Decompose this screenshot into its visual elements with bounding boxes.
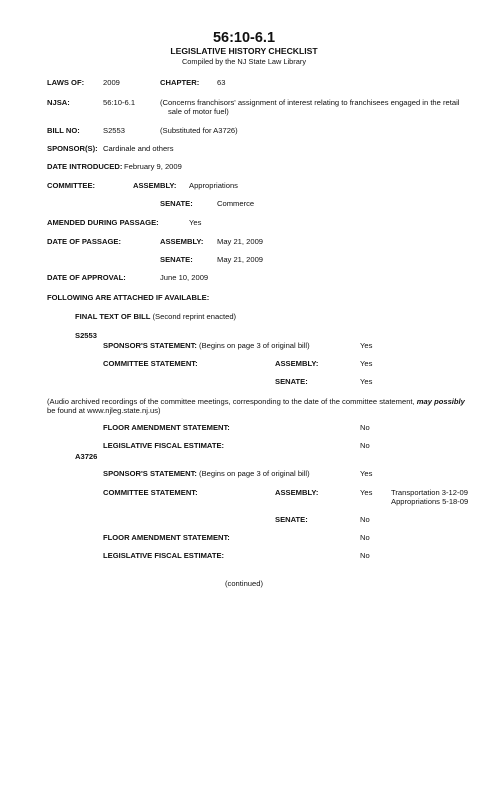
passage-senate-value: May 21, 2009 xyxy=(217,255,264,264)
a3726-sponsor-statement-label: SPONSOR'S STATEMENT: xyxy=(103,469,197,478)
a3726-committee-senate-value: No xyxy=(360,515,370,524)
s2553-floor-amendment-label: FLOOR AMENDMENT STATEMENT: xyxy=(103,423,230,432)
date-introduced-value: February 9, 2009 xyxy=(124,162,182,171)
s2553-sponsor-statement-value: Yes xyxy=(360,341,373,350)
passage-senate-label: SENATE: xyxy=(160,255,193,264)
a3726-fiscal-estimate-value: No xyxy=(360,551,370,560)
s2553-section-label: S2553 xyxy=(75,331,97,340)
a3726-sponsor-statement-note: (Begins on page 3 of original bill) xyxy=(199,469,310,478)
s2553-committee-senate-value: Yes xyxy=(360,377,373,386)
laws-of-label: LAWS OF: xyxy=(47,78,85,87)
committee-assembly-value: Appropriations xyxy=(189,181,238,190)
a3726-sponsor-statement-value: Yes xyxy=(360,469,373,478)
page-title: 56:10-6.1 xyxy=(212,30,276,46)
final-text-note: (Second reprint enacted) xyxy=(152,312,237,321)
bill-substitution-note: (Substituted for A3726) xyxy=(160,126,238,135)
njsa-label: NJSA: xyxy=(47,98,70,107)
committee-label: COMMITTEE: xyxy=(47,181,96,190)
a3726-section-label: A3726 xyxy=(75,452,98,461)
a3726-assembly-detail-1: Transportation 3-12-09 xyxy=(391,488,468,497)
attached-heading: FOLLOWING ARE ATTACHED IF AVAILABLE: xyxy=(47,293,210,302)
chapter-value: 63 xyxy=(217,78,226,87)
s2553-committee-statement-label: COMMITTEE STATEMENT: xyxy=(103,359,198,368)
a3726-fiscal-estimate-label: LEGISLATIVE FISCAL ESTIMATE: xyxy=(103,551,225,560)
s2553-fiscal-estimate-value: No xyxy=(360,441,370,450)
a3726-assembly-detail-2: Appropriations 5-18-09 xyxy=(391,497,469,506)
committee-senate-value: Commerce xyxy=(217,199,255,208)
a3726-committee-statement-label: COMMITTEE STATEMENT: xyxy=(103,488,198,497)
njsa-value: 56:10-6.1 xyxy=(103,98,136,107)
audio-note-text-1: (Audio archived recordings of the committee meetings, corresponding to the date of the committee statement, xyxy=(47,397,417,406)
audio-note-text-2: be found at www.njleg.state.nj.us) xyxy=(47,406,161,416)
bill-no-label: BILL NO: xyxy=(47,126,80,135)
s2553-committee-senate-label: SENATE: xyxy=(275,377,308,386)
date-of-approval-label: DATE OF APPROVAL: xyxy=(47,273,126,282)
s2553-committee-assembly-value: Yes xyxy=(360,359,373,368)
date-introduced-label: DATE INTRODUCED: xyxy=(47,162,123,171)
committee-senate-label: SENATE: xyxy=(160,199,193,208)
date-of-passage-label: DATE OF PASSAGE: xyxy=(47,237,121,246)
a3726-committee-senate-label: SENATE: xyxy=(275,515,308,524)
s2553-sponsor-statement-label: SPONSOR'S STATEMENT: xyxy=(103,341,197,350)
a3726-sponsor-statement-row xyxy=(103,470,310,479)
continued-note: (continued) xyxy=(225,579,263,588)
chapter-label: CHAPTER: xyxy=(160,78,200,87)
laws-of-value: 2009 xyxy=(103,78,120,87)
s2553-floor-amendment-value: No xyxy=(360,423,370,432)
a3726-committee-assembly-value: Yes xyxy=(360,488,373,497)
njsa-description-line2: sale of motor fuel) xyxy=(168,107,229,116)
audio-archive-note xyxy=(47,397,467,416)
a3726-committee-assembly-label: ASSEMBLY: xyxy=(275,488,319,497)
passage-assembly-value: May 21, 2009 xyxy=(217,237,264,246)
sponsors-label: SPONSOR(S): xyxy=(47,144,98,153)
final-text-label: FINAL TEXT OF BILL xyxy=(75,312,151,321)
njsa-description-line1: (Concerns franchisors' assignment of interest relating to franchisees engaged in the retail xyxy=(160,98,460,107)
s2553-fiscal-estimate-label: LEGISLATIVE FISCAL ESTIMATE: xyxy=(103,441,225,450)
amended-value: Yes xyxy=(189,218,202,227)
s2553-sponsor-statement-row xyxy=(103,342,310,351)
sponsors-value: Cardinale and others xyxy=(103,144,174,153)
bill-no-value: S2553 xyxy=(103,126,125,135)
a3726-floor-amendment-value: No xyxy=(360,533,370,542)
committee-assembly-label: ASSEMBLY: xyxy=(133,181,177,190)
amended-label: AMENDED DURING PASSAGE: xyxy=(47,218,159,227)
final-text-row xyxy=(75,313,236,322)
a3726-floor-amendment-label: FLOOR AMENDMENT STATEMENT: xyxy=(103,533,230,542)
s2553-committee-assembly-label: ASSEMBLY: xyxy=(275,359,319,368)
passage-assembly-label: ASSEMBLY: xyxy=(160,237,204,246)
page-subtitle: LEGISLATIVE HISTORY CHECKLIST xyxy=(170,46,318,56)
compiled-by: Compiled by the NJ State Law Library xyxy=(181,57,307,66)
audio-note-emphasis: may possibly xyxy=(416,397,465,406)
date-of-approval-value: June 10, 2009 xyxy=(160,273,209,282)
s2553-sponsor-statement-note: (Begins on page 3 of original bill) xyxy=(199,341,310,350)
